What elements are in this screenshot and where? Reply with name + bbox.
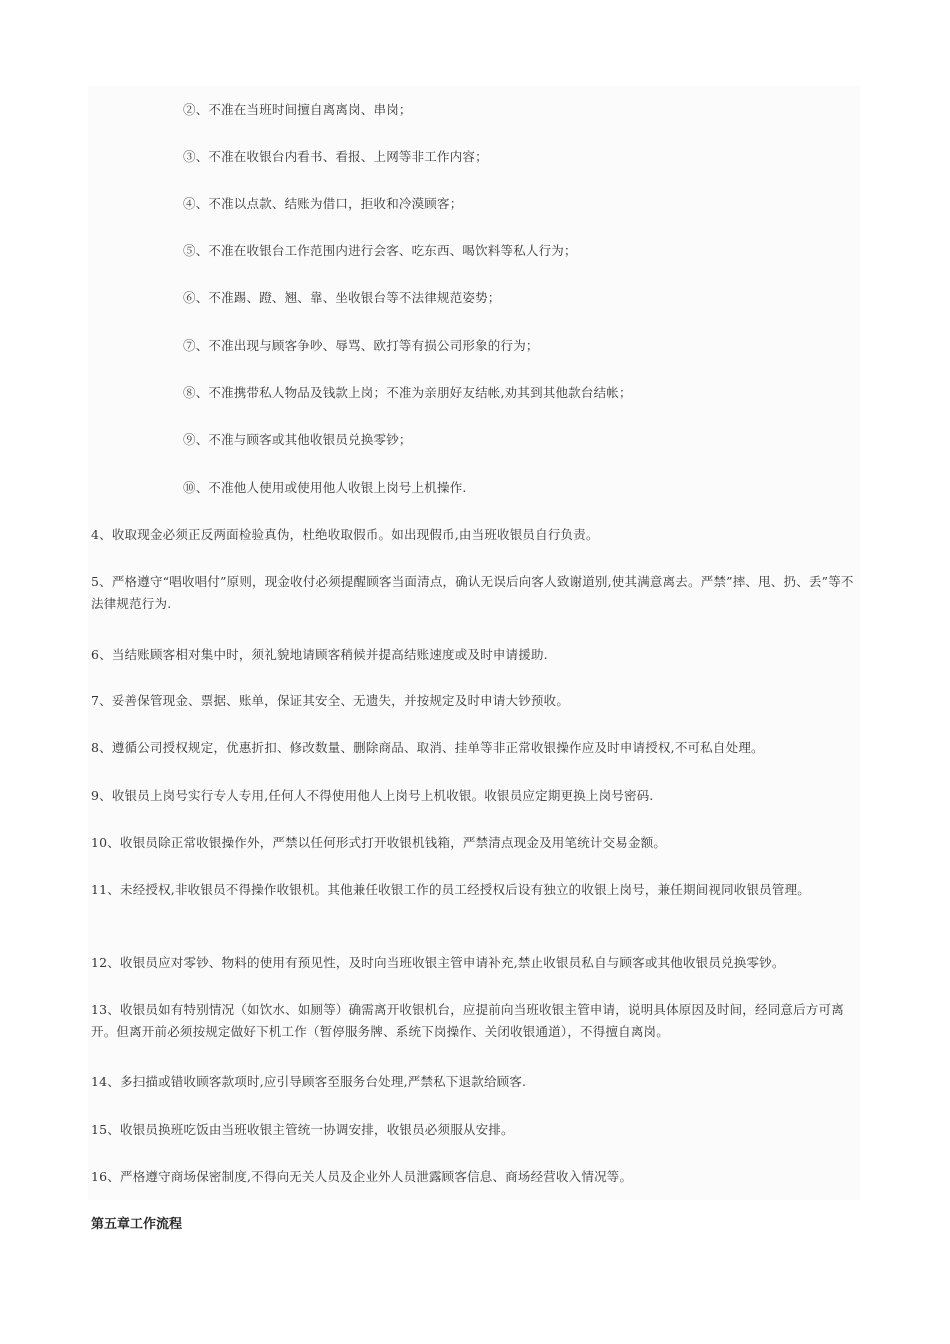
sub-item-10: ⑩、不准他人使用或使用他人收银上岗号上机操作. <box>183 480 467 495</box>
sub-item-3: ③、不准在收银台内看书、看报、上网等非工作内容； <box>183 149 488 164</box>
rule-item-7: 7、妥善保管现金、票据、账单，保证其安全、无遗失，并按规定及时申请大钞预收。 <box>91 693 570 708</box>
rule-item-5: 5、严格遵守“唱收唱付”原则，现金收付必须提醒顾客当面清点，确认无误后向客人致谢道别,使其满意离去。严禁”摔、甩、扔、丢”等不法律规范行为. <box>91 574 854 611</box>
sub-item-4: ④、不准以点款、结账为借口，拒收和冷漠顾客； <box>183 196 463 211</box>
rule-item-6: 6、当结账顾客相对集中时，须礼貌地请顾客稍候并提高结账速度或及时申请援助. <box>91 647 548 662</box>
rule-item-11: 11、未经授权,非收银员不得操作收银机。其他兼任收银工作的员工经授权后设有独立的收银上岗号，兼任期间视同收银员管理。 <box>91 882 810 897</box>
sub-item-2: ②、不准在当班时间擅自离离岗、串岗； <box>183 102 412 117</box>
sub-item-8: ⑧、不准携带私人物品及钱款上岗；不准为亲朋好友结帐,劝其到其他款台结帐； <box>183 385 632 400</box>
rule-item-9: 9、收银员上岗号实行专人专用,任何人不得使用他人上岗号上机收银。收银员应定期更换上岗号密码. <box>91 788 654 803</box>
rule-item-10: 10、收银员除正常收银操作外，严禁以任何形式打开收银机钱箱，严禁清点现金及用笔统计交易金额。 <box>91 835 667 850</box>
rule-item-15: 15、收银员换班吃饭由当班收银主管统一协调安排，收银员必须服从安排。 <box>91 1122 514 1137</box>
sub-item-9: ⑨、不准与顾客或其他收银员兑换零钞； <box>183 432 412 447</box>
rule-item-14: 14、多扫描或错收顾客款项时,应引导顾客至服务台处理,严禁私下退款给顾客. <box>91 1074 527 1089</box>
rule-item-12: 12、收银员应对零钞、物料的使用有预见性，及时向当班收银主管申请补充,禁止收银员私自与顾客或其他收银员兑换零钞。 <box>91 955 785 970</box>
rule-item-16: 16、严格遵守商场保密制度,不得向无关人员及企业外人员泄露顾客信息、商场经营收入情况等。 <box>91 1169 633 1184</box>
rule-item-8: 8、遵循公司授权规定，优惠折扣、修改数量、删除商品、取消、挂单等非正常收银操作应及时申请授权,不可私自处理。 <box>91 740 764 755</box>
rule-item-13: 13、收银员如有特别情况（如饮水、如厕等）确需离开收银机台，应提前向当班收银主管申请，说明具体原因及时间，经同意后方可离开。但离开前必须按规定做好下机工作（暂停服务牌、系统下岗操作、关闭收银通道），不得擅自离岗。 <box>91 1002 844 1039</box>
sub-item-7: ⑦、不准出现与顾客争吵、辱骂、欧打等有损公司形象的行为； <box>183 338 539 353</box>
chapter-heading: 第五章工作流程 <box>91 1217 183 1232</box>
sub-item-6: ⑥、不准踢、蹬、翘、靠、坐收银台等不法律规范姿势； <box>183 290 501 305</box>
sub-item-5: ⑤、不准在收银台工作范围内进行会客、吃东西、喝饮料等私人行为； <box>183 243 577 258</box>
rule-item-4: 4、收取现金必须正反两面检验真伪，杜绝收取假币。如出现假币,由当班收银员自行负责。 <box>91 527 599 542</box>
